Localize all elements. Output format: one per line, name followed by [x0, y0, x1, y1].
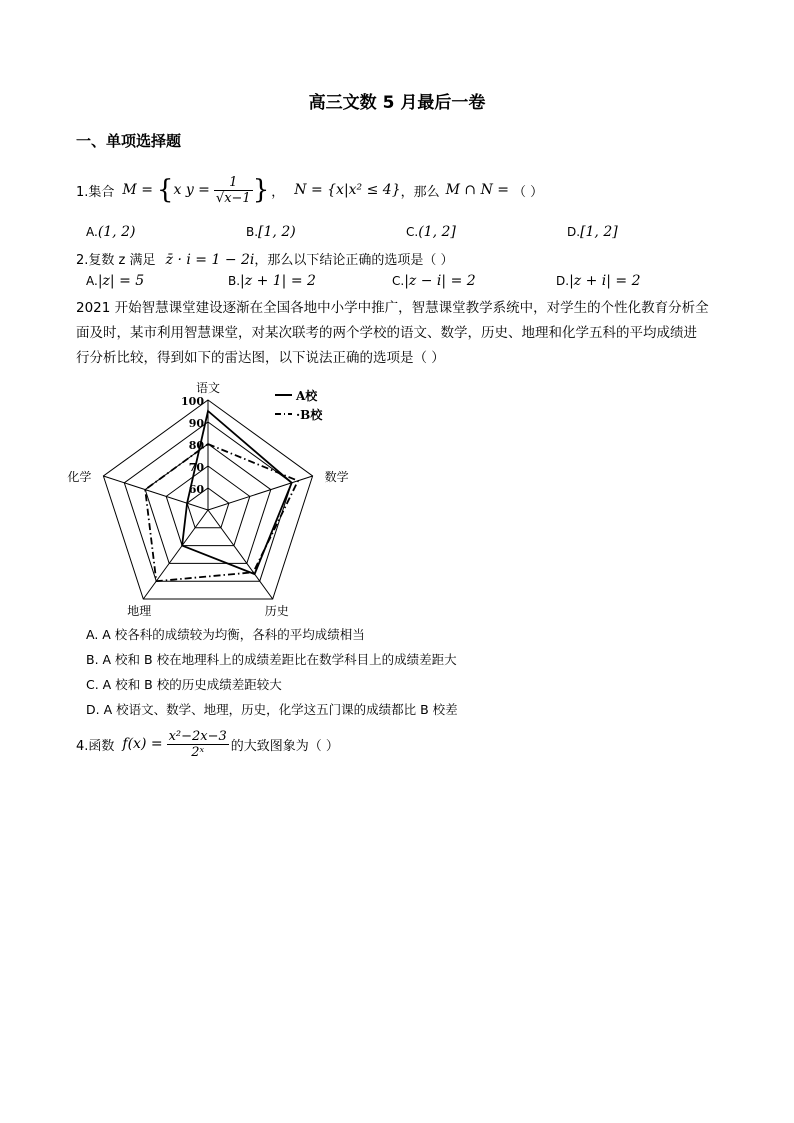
radar-series [145, 411, 298, 581]
tick-label-90: 90 [188, 417, 204, 430]
q3-option-b[interactable]: B. A 校和 B 校在地理科上的成绩差距比在数学科目上的成绩差距大 [86, 652, 457, 667]
q2-option-a[interactable]: A.|z| = 5 [86, 273, 145, 289]
q3-option-c[interactable]: C. A 校和 B 校的历史成绩差距较大 [86, 677, 282, 692]
axis-label-4: 化学 [67, 470, 92, 484]
q1-paren: （ ） [513, 184, 544, 200]
axis-label-3: 地理 [127, 604, 152, 618]
q1-option-b[interactable]: B.[1, 2) [246, 224, 296, 240]
section-heading: 一、单项选择题 [76, 132, 182, 150]
page-title: 高三文数 5 月最后一卷 [308, 93, 486, 113]
q3-line-1: 2021 开始智慧课堂建设逐渐在全国各地中小学中推广，智慧课堂教学系统中，对学生的个性化教育分析全 [76, 300, 709, 316]
q2-option-d[interactable]: D.|z + i| = 2 [556, 273, 641, 289]
q2-option-c[interactable]: C.|z − i| = 2 [392, 273, 476, 289]
legend-label-a: A校 [296, 389, 318, 403]
q1-fraction: $\frac{1}{√x-1}$ [215, 174, 251, 206]
tick-label-100: 100 [181, 395, 204, 408]
q3-line-3: 行分析比较，得到如下的雷达图，以下说法正确的选项是（ ） [76, 350, 445, 366]
q1-expr: M ∩ N = [445, 182, 510, 198]
q1-y-eq: x y = [173, 182, 210, 198]
q1-frac-num: 1 [214, 175, 253, 191]
tick-label-80: 80 [188, 439, 204, 452]
tick-label-60: 60 [188, 483, 204, 496]
question-3-text [76, 296, 720, 371]
question-4: 4.函数 f(x) = $\frac{\text{x²−2x−3}}{\text{2ˣ}}$ 的大致图象为（ ） [76, 728, 339, 760]
q1-n-def: N = {x|x² ≤ 4} [294, 182, 401, 198]
q3-line-2: 面及时，某市利用智慧课堂，对某次联考的两个学校的语文、数学，历史、地理和化学五科的平均成绩进 [76, 325, 697, 341]
q1-option-a[interactable]: A.(1, 2) [86, 224, 136, 240]
q2-option-b[interactable]: B.|z + 1| = 2 [228, 273, 316, 289]
axis-label-1: 数学 [324, 470, 349, 484]
q1-option-c[interactable]: C.(1, 2] [406, 224, 456, 240]
legend [275, 388, 323, 422]
legend-label-b: ·B校 [296, 408, 323, 422]
tick-label-70: 70 [188, 461, 204, 474]
q1-prefix: 1.集合 [76, 184, 115, 200]
q1-option-d[interactable]: D.[1, 2] [567, 224, 618, 240]
q3-option-a[interactable]: A. A 校各科的成绩较为均衡，各科的平均成绩相当 [86, 627, 365, 642]
q4-fraction: $\frac{\text{x²−2x−3}}{\text{2ˣ}}$ [168, 728, 227, 760]
q1-frac-den: x−1 [224, 190, 251, 206]
radar-axes [103, 400, 312, 599]
radar-chart [67, 378, 360, 618]
question-2: 2.复数 z 满足 z̄ · i = 1 − 2i，那么以下结论正确的选项是（ ） [76, 252, 454, 268]
q3-option-d[interactable]: D. A 校语文、数学、地理，历史，化学这五门课的成绩都比 B 校差 [86, 702, 458, 717]
question-1: 1.集合 M = { x y = $\frac{1}{√x-1}$ } ， N = {x|x² ≤ 4} ，那么 M ∩ N = （ ） [76, 174, 544, 206]
q1-then: ，那么 [400, 184, 440, 200]
axis-label-2: 历史 [264, 604, 289, 618]
q1-m-lhs: M = [122, 182, 153, 198]
axis-label-0: 语文 [195, 381, 221, 395]
